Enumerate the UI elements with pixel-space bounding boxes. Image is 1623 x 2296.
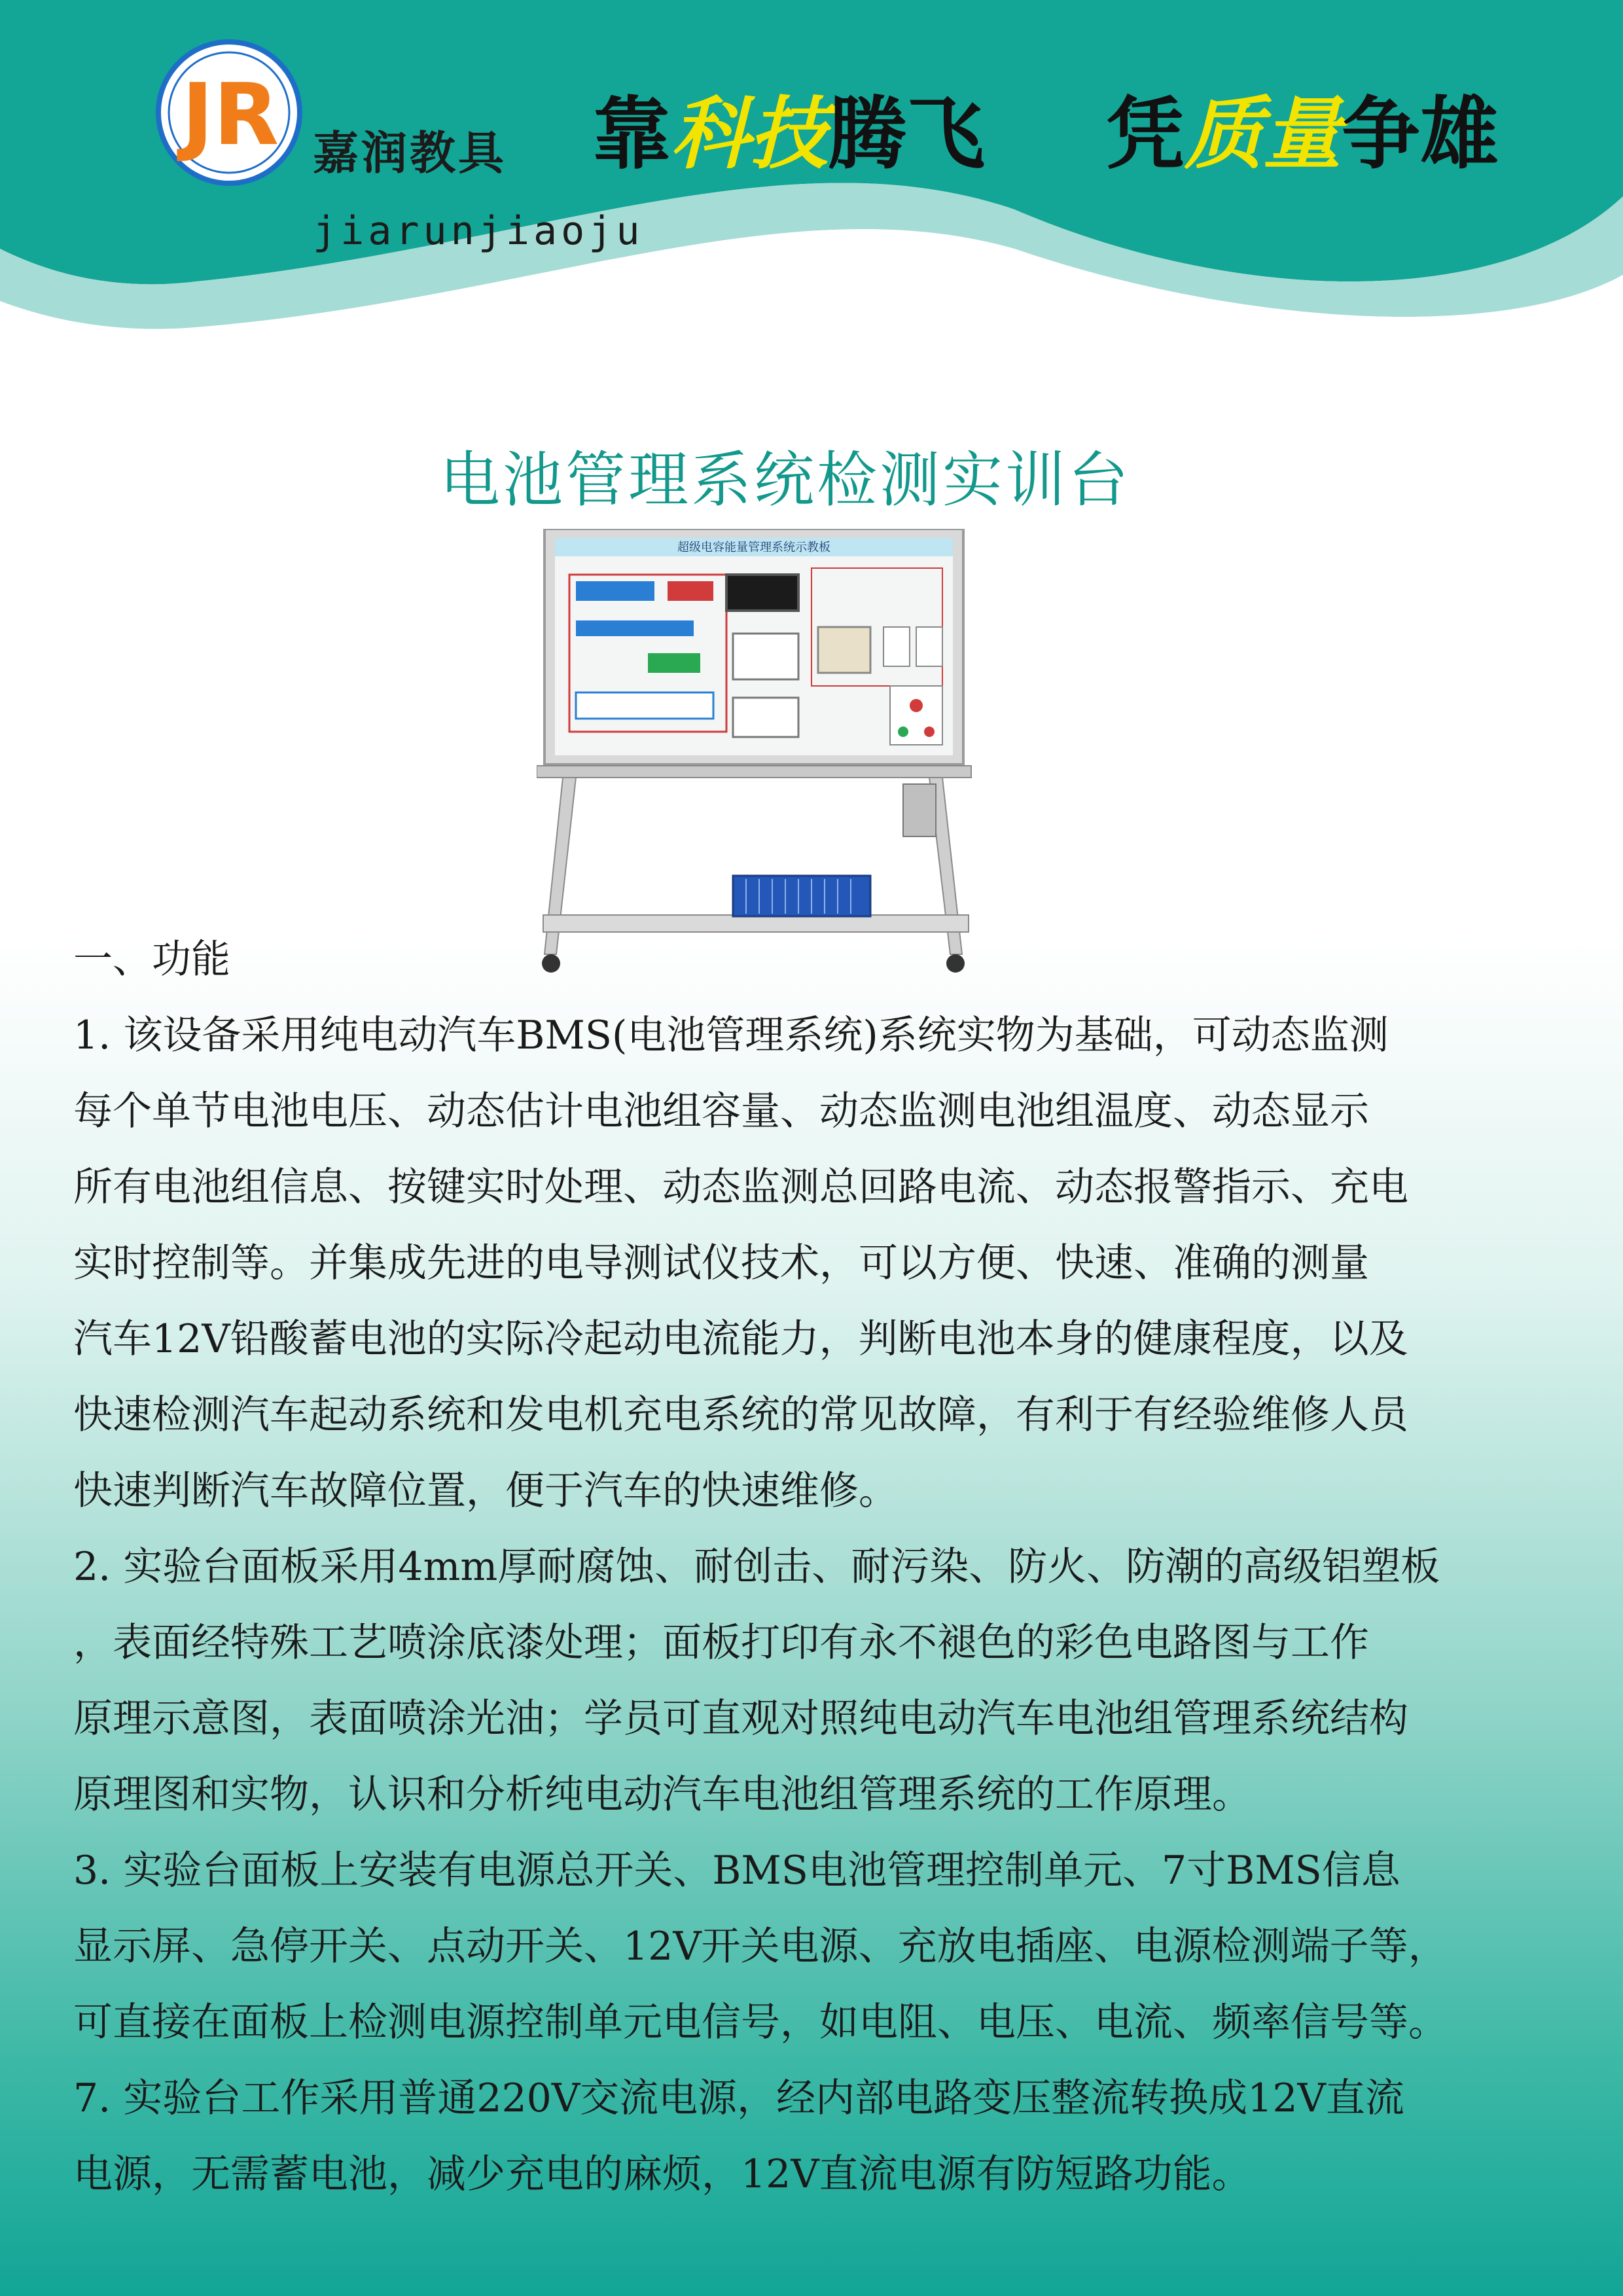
slogan-char: 腾飞 <box>828 88 985 180</box>
brand-name: 嘉润教具 <box>313 126 507 180</box>
text-line: 3. 实验台面板上安装有电源总开关、BMS电池管理控制单元、7寸BMS信息 <box>73 1848 1400 1893</box>
slogan-part-1 <box>592 85 985 183</box>
text-line: 每个单节电池电压、动态估计电池组容量、动态监测电池组温度、动态显示 <box>73 1088 1369 1134</box>
product-photo <box>537 529 988 987</box>
text-line: 所有电池组信息、按键实时处理、动态监测总回路电流、动态报警指示、充电 <box>73 1164 1408 1210</box>
slogan-char: 技 <box>749 88 828 180</box>
board-title: 超级电容能量管理系统示教板 <box>677 541 830 554</box>
description <box>73 922 1605 2212</box>
slogan-char: 靠 <box>592 88 671 180</box>
brand-pinyin: jiarunjiaoju <box>313 208 644 254</box>
text-line: 快速判断汽车故障位置，便于汽车的快速维修。 <box>73 1468 898 1514</box>
text-line: 电源，无需蓄电池，减少充电的麻烦，12V直流电源有防短路功能。 <box>73 2151 1251 2197</box>
text-line: 实时控制等。并集成先进的电导测试仪技术，可以方便、快速、准确的测量 <box>73 1240 1369 1286</box>
logo-letters: JR <box>181 65 279 164</box>
text-line: 汽车12V铅酸蓄电池的实际冷起动电流能力，判断电池本身的健康程度，以及 <box>73 1316 1408 1362</box>
text-line: 快速检测汽车起动系统和发电机充电系统的常见故障，有利于有经验维修人员 <box>73 1392 1408 1438</box>
text-line: 2. 实验台面板采用4mm厚耐腐蚀、耐创击、耐污染、防火、防潮的高级铝塑板 <box>73 1544 1440 1590</box>
page-title: 电池管理系统检测实训台 <box>439 445 1131 515</box>
text-line: 7. 实验台工作采用普通220V交流电源，经内部电路变压整流转换成12V直流 <box>73 2075 1404 2121</box>
slogan-char: 质 <box>1185 88 1263 180</box>
text-line: ，表面经特殊工艺喷涂底漆处理；面板打印有永不褪色的彩色电路图与工作 <box>73 1620 1369 1666</box>
text-line: 可直接在面板上检测电源控制单元电信号，如电阻、电压、电流、频率信号等。 <box>73 2000 1448 2045</box>
slogan-part-2 <box>1106 85 1499 183</box>
slogan-char: 凭 <box>1106 88 1185 180</box>
text-line: 原理示意图，表面喷涂光油；学员可直观对照纯电动汽车电池组管理系统结构 <box>73 1696 1408 1742</box>
text-line: 显示屏、急停开关、点动开关、12V开关电源、充放电插座、电源检测端子等， <box>73 1924 1448 1969</box>
text-line: 原理图和实物，认识和分析纯电动汽车电池组管理系统的工作原理。 <box>73 1772 1251 1818</box>
slogan-char: 科 <box>671 88 749 180</box>
slogan-char: 量 <box>1263 88 1342 180</box>
text-line: 1. 该设备采用纯电动汽车BMS(电池管理系统)系统实物为基础，可动态监测 <box>73 1013 1389 1058</box>
slogan-char: 争雄 <box>1342 88 1499 180</box>
section-heading: 一、功能 <box>73 937 230 982</box>
